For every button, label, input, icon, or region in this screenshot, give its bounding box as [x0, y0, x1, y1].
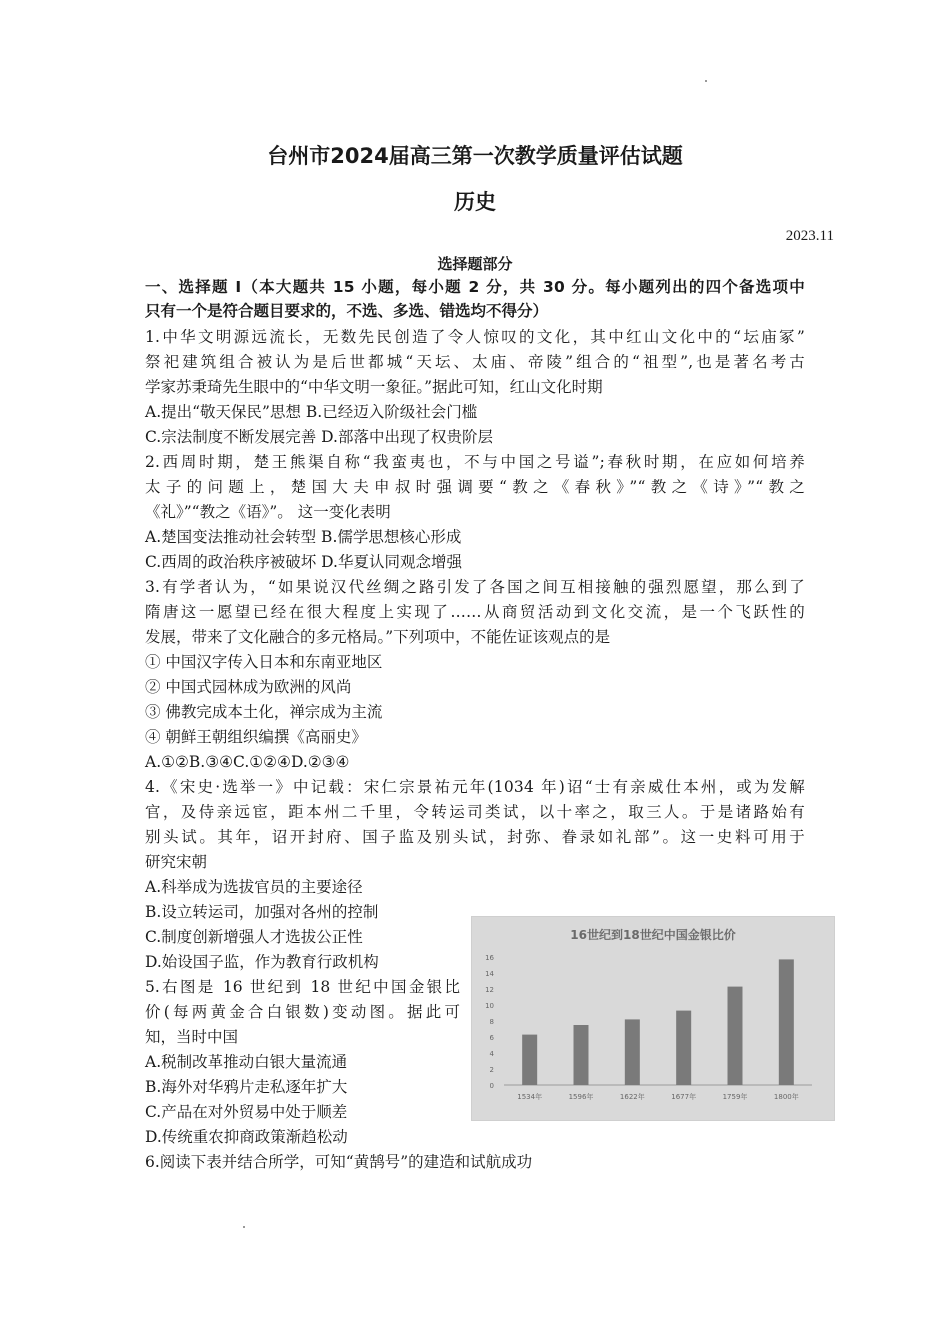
y-tick-label: 14: [485, 970, 494, 978]
bar: [779, 959, 794, 1085]
question-4-line: 别头试。其年，诏开封府、国子监及别头试，封弥、眷录如礼部”。这一史料可用于: [145, 828, 805, 846]
question-1-line: 1.中华文明源远流长，无数先民创造了令人惊叹的文化，其中红山文化中的“坛庙冢”: [145, 328, 805, 346]
subject-title: 历史: [454, 190, 496, 214]
exam-title: 台州市2024届高三第一次教学质量评估试题: [267, 144, 683, 168]
gold-silver-ratio-chart: [471, 916, 835, 1121]
question-3-item: ④ 朝鲜王朝组织编撰《高丽史》: [145, 728, 367, 746]
scan-speck: [705, 80, 707, 82]
y-tick-label: 2: [489, 1066, 494, 1074]
question-5-line: 5.右图是 16 世纪到 18 世纪中国金银比: [145, 978, 460, 996]
question-2-options: A.楚国变法推动社会转型 B.儒学思想核心形成: [145, 528, 462, 546]
question-4-line: 4.《宋史·选举一》中记载：宋仁宗景祐元年(1034 年)诏“士有亲威仕本州，或为发解: [145, 778, 805, 796]
question-1-options: C.宗法制度不断发展完善 D.部落中出现了权贵阶层: [145, 428, 493, 446]
y-tick-label: 8: [489, 1018, 494, 1026]
question-4-option: D.始设国子监，作为教育行政机构: [145, 953, 379, 971]
question-3-item: ① 中国汉字传入日本和东南亚地区: [145, 653, 383, 671]
question-4-option: B.设立转运司，加强对各州的控制: [145, 903, 379, 921]
y-tick-label: 0: [489, 1082, 494, 1090]
question-5-line: 知，当时中国: [145, 1028, 239, 1046]
question-3-line: 隋唐这一愿望已经在很大程度上实现了……从商贸活动到文化交流，是一个飞跃性的: [145, 603, 805, 621]
question-2-line: 太子的问题上，楚国大夫申叔时强调要“教之《春秋》”“教之《诗》”“教之: [145, 478, 805, 496]
scan-speck: [243, 1226, 245, 1228]
chart-title: 16世纪到18世纪中国金银比价: [570, 928, 736, 942]
question-3-line: 3.有学者认为，“如果说汉代丝绸之路引发了各国之间互相接触的强烈愿望，那么到了: [145, 578, 805, 596]
question-5-option: B.海外对华鸦片走私逐年扩大: [145, 1078, 348, 1096]
question-4-option: C.制度创新增强人才选拔公正性: [145, 928, 363, 946]
question-5-option: A.税制改革推动白银大量流通: [145, 1053, 348, 1071]
bar: [625, 1019, 640, 1085]
question-3-line: 发展，带来了文化融合的多元格局。”下列项中，不能佐证该观点的是: [145, 628, 611, 646]
y-tick-label: 4: [489, 1050, 494, 1058]
y-tick-label: 6: [489, 1034, 494, 1042]
question-4-option: A.科举成为选拔官员的主要途径: [145, 878, 363, 896]
instruction-line: 一、选择题 I（本大题共 15 小题，每小题 2 分，共 30 分。每小题列出的四个备选项中: [145, 278, 805, 296]
bar: [676, 1011, 691, 1085]
chart-svg: [472, 917, 834, 1120]
y-tick-label: 10: [485, 1002, 494, 1010]
question-5-line: 价(每两黄金合白银数)变动图。据此可: [145, 1003, 460, 1021]
question-4-line: 官，及侍亲远宦，距本州二千里，令转运司类试，以十率之，取三人。于是诸路始有: [145, 803, 805, 821]
question-5-option: C.产品在对外贸易中处于顺差: [145, 1103, 348, 1121]
question-2-line: 《礼》”“教之《语》”。 这一变化表明: [145, 503, 391, 521]
bar: [522, 1035, 537, 1085]
question-4-line: 研究宋朝: [145, 853, 208, 871]
y-tick-label: 12: [485, 986, 494, 994]
question-1-options: A.提出“敬天保民”思想 B.已经迈入阶级社会门槛: [145, 403, 478, 421]
question-5-option: D.传统重农抑商政策渐趋松动: [145, 1128, 348, 1146]
question-2-options: C.西周的政治秩序被破坏 D.华夏认同观念增强: [145, 553, 462, 571]
x-tick-label: 1800年: [773, 1093, 799, 1101]
instruction-line: 只有一个是符合题目要求的，不选、多选、错选均不得分）: [145, 302, 549, 320]
x-tick-label: 1677年: [671, 1093, 697, 1101]
x-tick-label: 1759年: [722, 1093, 748, 1101]
question-3-options: A.①②B.③④C.①②④D.②③④: [145, 753, 350, 771]
x-axis: [517, 1092, 798, 1101]
bar: [728, 987, 743, 1085]
question-3-item: ③ 佛教完成本土化，禅宗成为主流: [145, 703, 383, 721]
x-tick-label: 1534年: [517, 1093, 543, 1101]
x-tick-label: 1622年: [619, 1093, 645, 1101]
bars: [522, 959, 794, 1085]
bar: [574, 1025, 589, 1085]
question-6-line: 6.阅读下表并结合所学，可知“黄鹄号”的建造和试航成功: [145, 1153, 533, 1171]
x-tick-label: 1596年: [568, 1093, 594, 1101]
question-2-line: 2.西周时期，楚王熊渠自称“我蛮夷也，不与中国之号谥”;春秋时期，在应如何培养: [145, 453, 805, 471]
section-heading: 选择题部分: [437, 255, 513, 273]
y-tick-label: 16: [485, 954, 494, 962]
exam-date: 2023.11: [785, 228, 834, 244]
question-3-item: ② 中国式园林成为欧洲的风尚: [145, 678, 352, 696]
question-1-line: 祭祀建筑组合被认为是后世都城“天坛、太庙、帝陵”组合的“祖型”,也是著名考古: [145, 353, 805, 371]
question-1-line: 学家苏秉琦先生眼中的“中华文明一象征。”据此可知，红山文化时期: [145, 378, 603, 396]
